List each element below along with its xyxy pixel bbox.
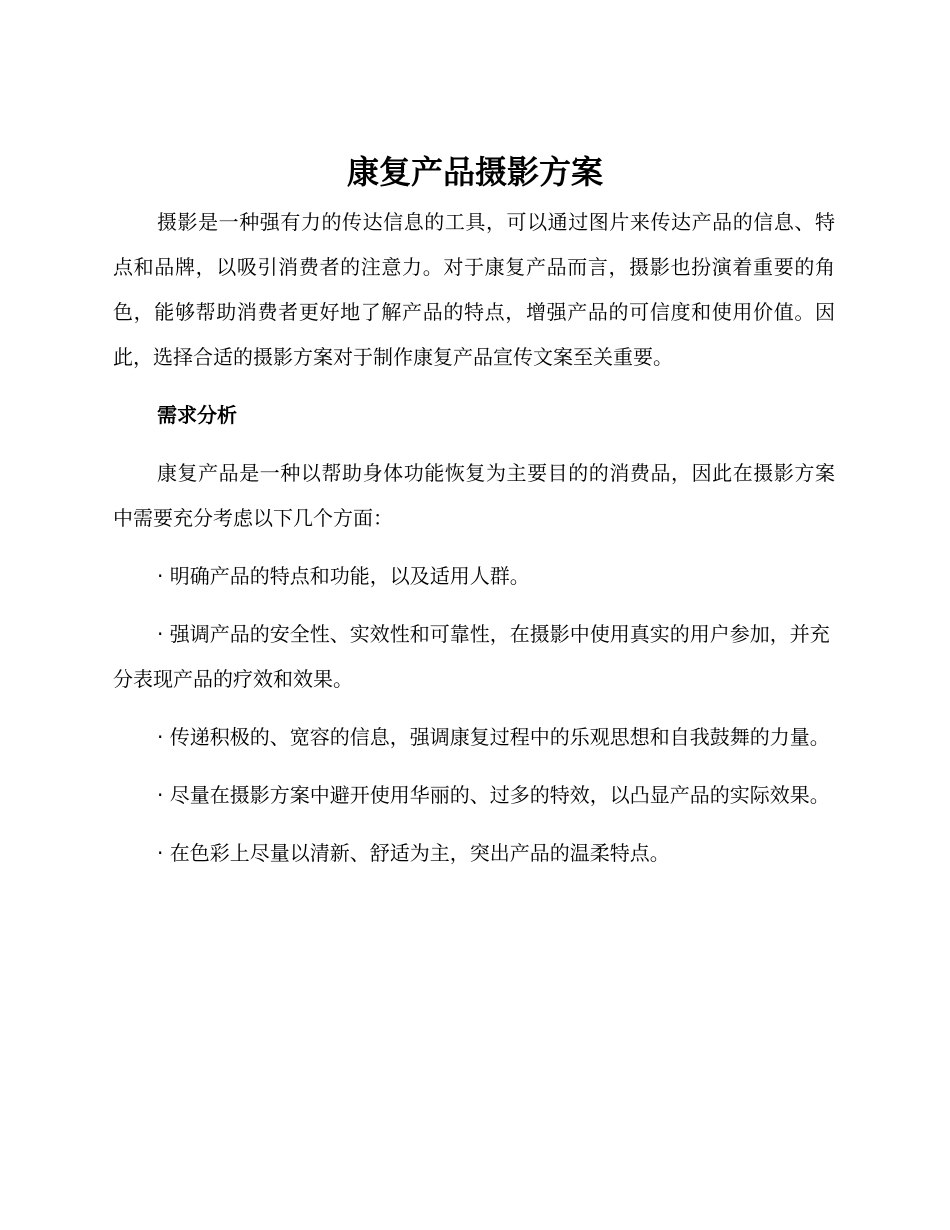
section-intro-paragraph: 康复产品是一种以帮助身体功能恢复为主要目的的消费品，因此在摄影方案中需要充分考虑以下几个方面： — [113, 461, 835, 530]
section-heading: 需求分析 — [157, 403, 237, 427]
bullet-item: · 尽量在摄影方案中避开使用华丽的、过多的特效，以凸显产品的实际效果。 — [157, 783, 830, 807]
bullet-item: · 强调产品的安全性、实效性和可靠性，在摄影中使用真实的用户参加，并充分表现产品的疗效和效果。 — [113, 622, 830, 691]
bullet-item: · 明确产品的特点和功能，以及适用人群。 — [157, 564, 530, 588]
document-body — [113, 200, 835, 889]
bullet-item: · 在色彩上尽量以清新、舒适为主，突出产品的温柔特点。 — [157, 841, 670, 865]
bullet-item: · 传递积极的、宽容的信息，强调康复过程中的乐观思想和自我鼓舞的力量。 — [157, 725, 830, 749]
intro-paragraph: 摄影是一种强有力的传达信息的工具，可以通过图片来传达产品的信息、特点和品牌，以吸引消费者的注意力。对于康复产品而言，摄影也扮演着重要的角色，能够帮助消费者更好地了解产品的特点，增强产品的可信度和使用价值。因此，选择合适的摄影方案对于制作康复产品宣传文案至关重要。 — [113, 210, 835, 369]
document-title: 康复产品摄影方案 — [346, 153, 603, 191]
